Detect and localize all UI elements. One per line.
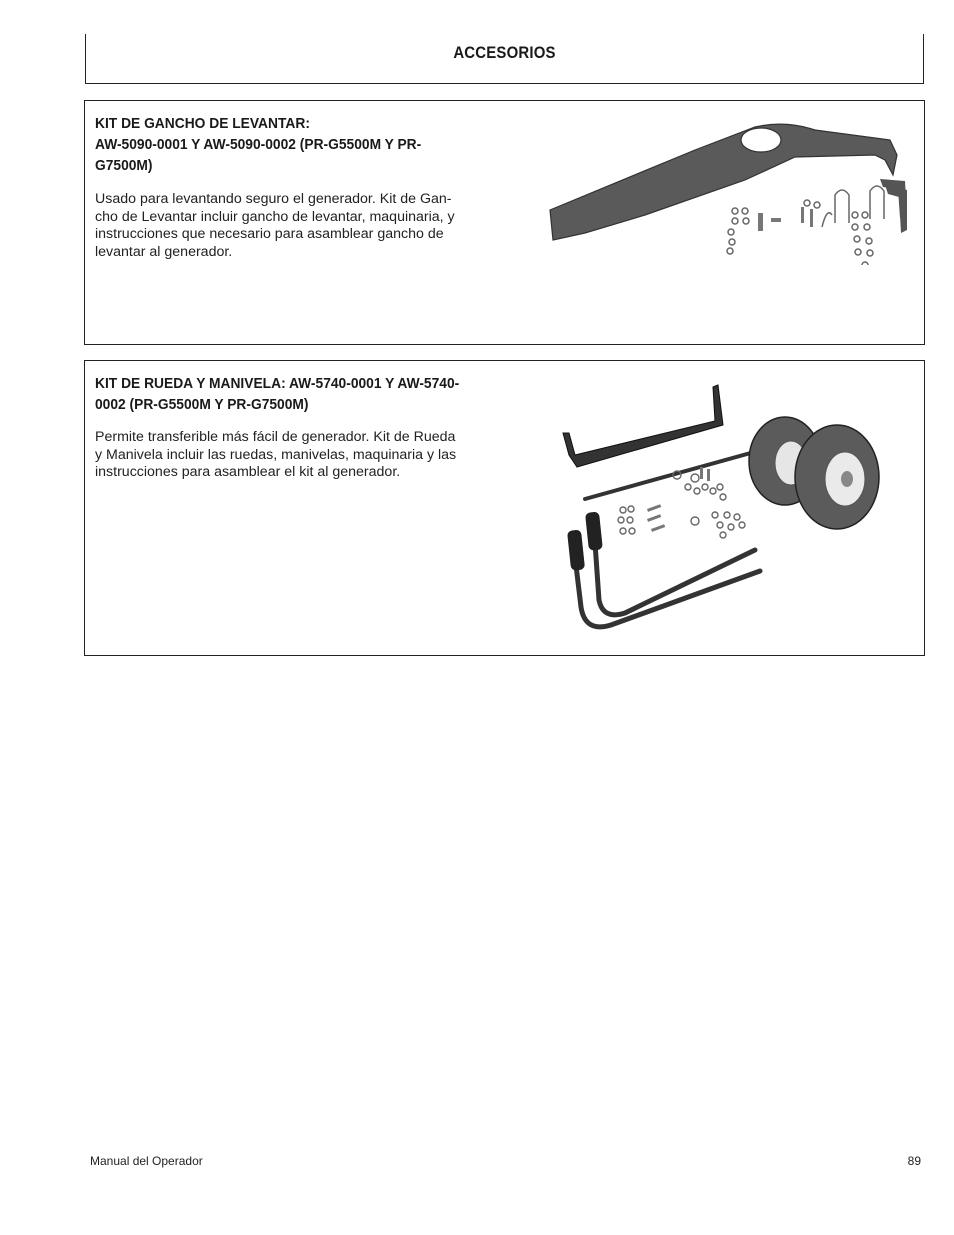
wheel-handle-kit-title: KIT DE RUEDA Y MANIVELA: AW-5740-0001 Y AW-5740- 0002 (PR-G5500M Y PR-G7500M) bbox=[95, 375, 460, 413]
footer-page-number: 89 bbox=[907, 1154, 921, 1168]
lifting-hook-kit-description: Usado para levantando seguro el generador. Kit de Gan- cho de Levantar incluir gancho de levantar, maquinaria, y instrucciones que necesario para asamblear gancho de levantar al generador. bbox=[95, 191, 455, 260]
wheel-handle-kit-illustration bbox=[555, 375, 915, 637]
wheel-handle-kit-panel bbox=[84, 360, 925, 656]
footer-manual-name: Manual del Operador bbox=[90, 1154, 203, 1168]
lifting-hook-kit-title: KIT DE GANCHO DE LEVANTAR: AW-5090-0001 Y AW-5090-0002 (PR-G5500M Y PR- G7500M) bbox=[95, 115, 422, 174]
lifting-hook-kit-illustration bbox=[545, 115, 915, 265]
section-title: ACCESORIOS bbox=[453, 43, 556, 62]
wheel-handle-kit-description: Permite transferible más fácil de generador. Kit de Rueda y Manivela incluir las ruedas, manivelas, maquinaria y las instrucciones para asamblear el kit al generador. bbox=[95, 429, 457, 480]
section-header bbox=[85, 34, 924, 84]
lifting-hook-kit-panel bbox=[84, 100, 925, 345]
wheel-front bbox=[795, 425, 879, 529]
